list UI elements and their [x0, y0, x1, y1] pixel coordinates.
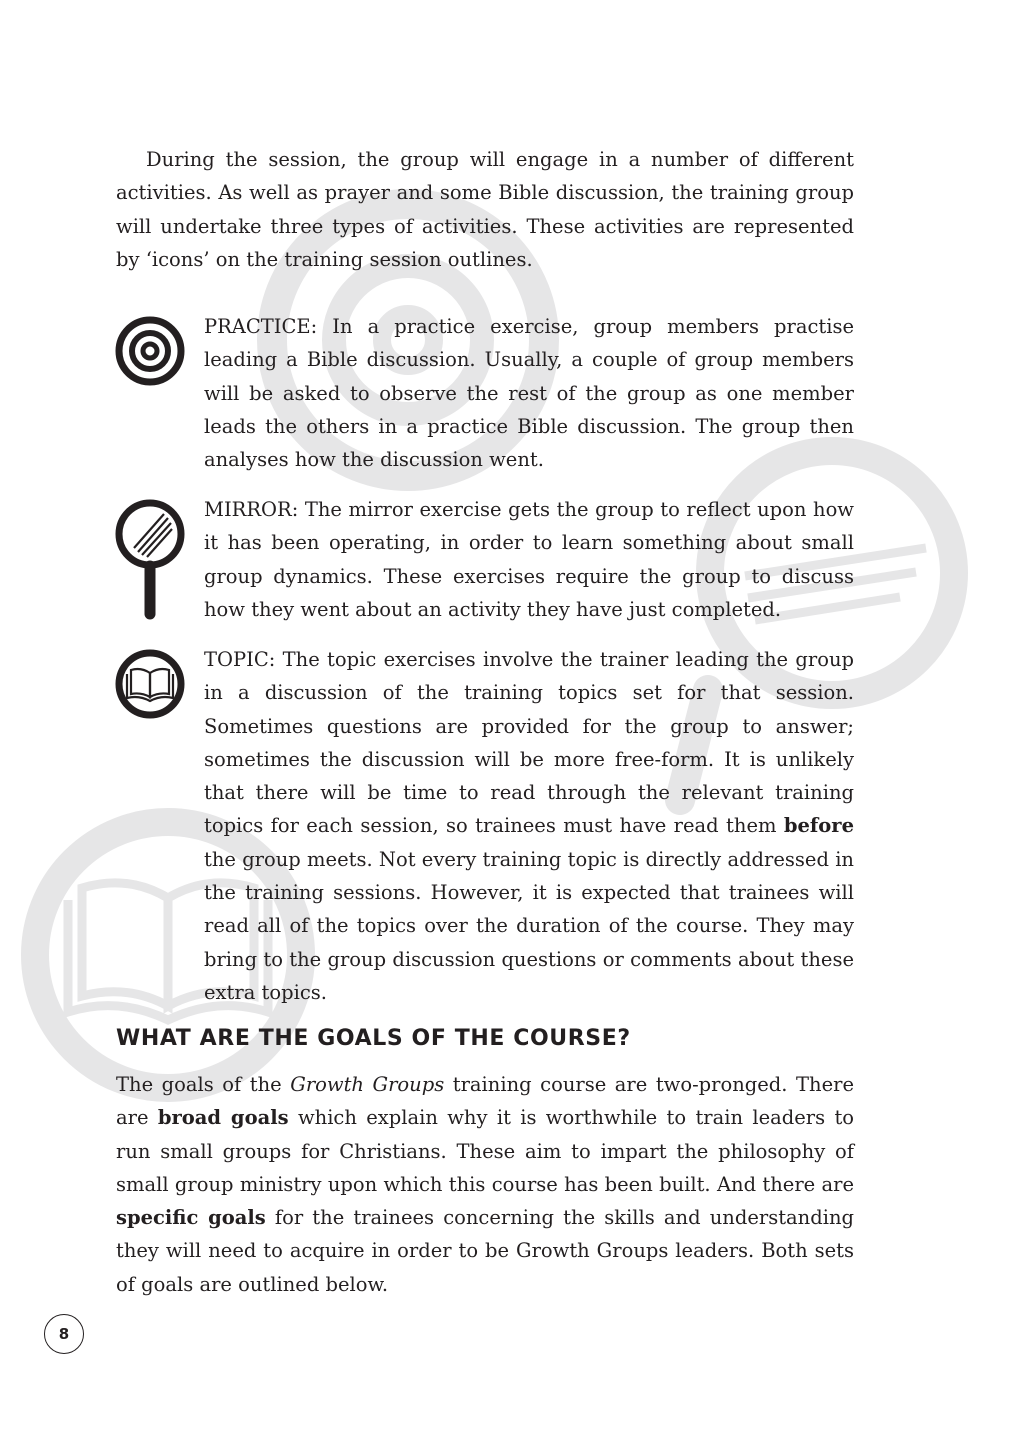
topic-text-after: the group meets. Not every training topic is directly addressed in the training sessions. However, it is expected that trainees will read all of the topics over the duration of the course. They may bring to the group discussion questions or comments about these extra topics.: [204, 847, 854, 1004]
topic-description: [204, 643, 854, 1009]
mirror-icon: [114, 498, 186, 620]
book-icon: [114, 648, 186, 720]
topic-text-bold: before: [783, 814, 854, 838]
section-heading: WHAT ARE THE GOALS OF THE COURSE?: [116, 1026, 631, 1051]
practice-description: PRACTICE: In a practice exercise, group members practise leading a Bible discussion. Usually, a couple of group members will be asked to observe the rest of the group as one member leads the others in a practice Bible discussion. The group then analyses how the discussion went.: [204, 315, 854, 472]
goals-text-2: training course are two-pronged. There are: [116, 1073, 854, 1130]
mirror-description: MIRROR: The mirror exercise gets the group to reflect upon how it has been operating, in order to learn something about small group dynamics. These exercises require the group to discuss how they went about an activity they have just completed.: [204, 498, 854, 621]
goals-bold-specific: specific goals: [116, 1206, 266, 1230]
goals-paragraph: [116, 1068, 854, 1301]
goals-bold-broad: broad goals: [157, 1106, 289, 1130]
goals-text-4: for the trainees concerning the skills and understanding they will need to acquire in order to be Growth Groups leaders. Both sets of goals are outlined below.: [116, 1206, 854, 1296]
goals-text-1: The goals of the: [116, 1073, 291, 1096]
target-icon: [114, 315, 186, 387]
goals-italic-title: Growth Groups: [290, 1073, 445, 1096]
intro-paragraph: During the session, the group will engage in a number of different activities. As well as prayer and some Bible discussion, the training group will undertake three types of activities. These activities are represented by ‘icons’ on the training session outlines.: [116, 148, 854, 271]
topic-text-before: TOPIC: The topic exercises involve the trainer leading the group in a discussion of the training topics set for that session. Sometimes questions are provided for the group to answer; sometimes the discussion will be more free-form. It is unlikely that there will be time to read through the relevant training topics for each session, so trainees must have read them: [204, 648, 854, 838]
page-number: 8: [44, 1314, 84, 1354]
goals-text-3: which explain why it is worthwhile to train leaders to run small groups for Christians. These aim to impart the philosophy of small group ministry upon which this course has been built. And there are: [116, 1106, 855, 1196]
